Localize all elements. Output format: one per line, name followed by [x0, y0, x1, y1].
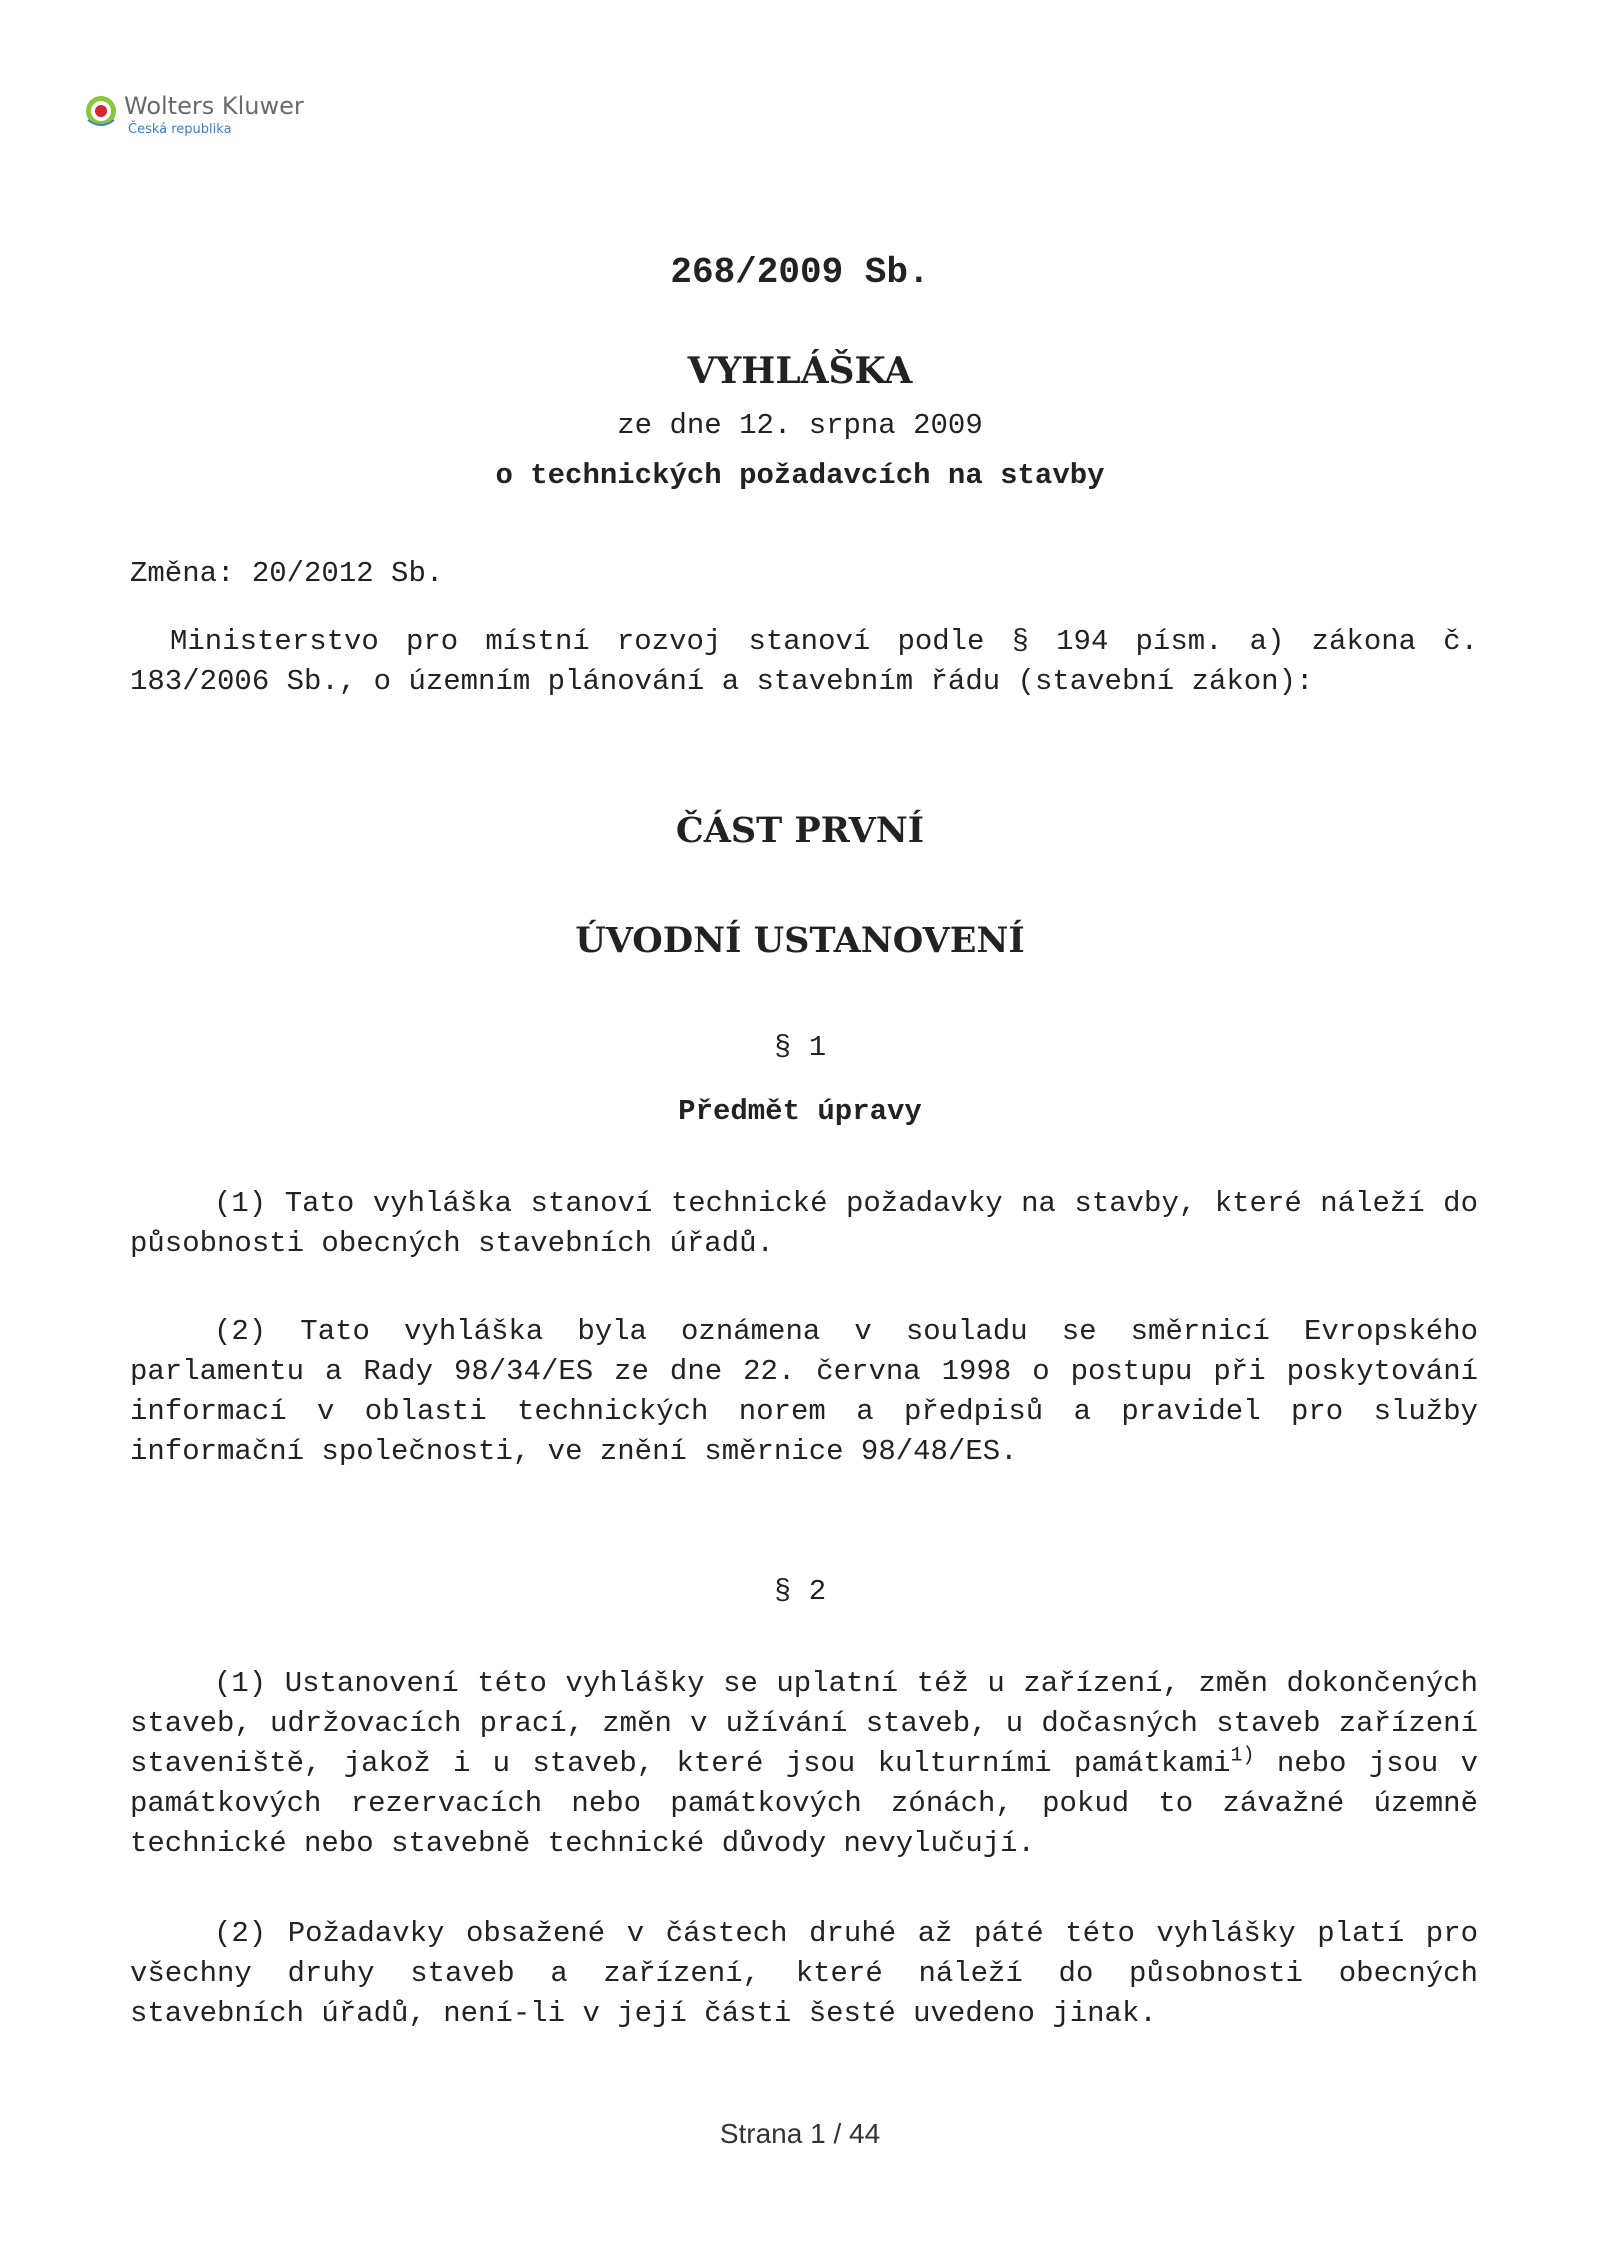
document-type: VYHLÁŠKA: [687, 350, 913, 392]
section-title-1: Předmět úpravy: [678, 1095, 922, 1128]
paragraph-2-1: [130, 1664, 1478, 1864]
logo-subtitle: Česká republika: [128, 122, 232, 137]
page-footer: Strana 1 / 44: [719, 2118, 881, 2149]
document-subject: o technických požadavcích na stavby: [495, 459, 1105, 492]
section-sign-1: § 1: [773, 1031, 827, 1064]
footnote-reference[interactable]: 1): [1230, 1744, 1255, 1768]
wolters-kluwer-logo-icon: [84, 94, 118, 128]
amendment-note: Změna: 20/2012 Sb.: [130, 557, 444, 590]
logo-brand: Wolters Kluwer: [124, 92, 304, 120]
document-number: 268/2009 Sb.: [670, 252, 930, 293]
document-date: ze dne 12. srpna 2009: [617, 409, 983, 442]
paragraph-1-1: (1) Tato vyhláška stanoví technické požadavky na stavby, které náleží do působnosti obecných stavebních úřadů.: [130, 1187, 1478, 1260]
logo: [84, 92, 344, 140]
paragraph-1-2: (2) Tato vyhláška byla oznámena v souladu se směrnicí Evropského parlamentu a Rady 98/34/ES ze dne 22. června 1998 o postupu při poskytování informací v oblasti technických norem a předpisů a pravidel pro služby informační společnosti, ve znění směrnice 98/48/ES.: [130, 1315, 1478, 1468]
part-heading: ÚVODNÍ USTANOVENÍ: [575, 920, 1025, 961]
section-sign-2: § 2: [773, 1575, 827, 1608]
paragraph-2-1-text: (1) Ustanovení této vyhlášky se uplatní též u zařízení, změn dokončených staveb, udržovacích prací, změn v užívání staveb, u dočasných staveb zařízení staveniště, jakož i u staveb, které jsou kulturními památkami: [130, 1667, 1478, 1780]
part-title: ČÁST PRVNÍ: [675, 810, 925, 851]
preamble: Ministerstvo pro místní rozvoj stanoví podle § 194 písm. a) zákona č. 183/2006 Sb., o územním plánování a stavebním řádu (stavební zákon):: [130, 625, 1478, 698]
paragraph-2-1-text-cont: nebo jsou v památkových rezervacích nebo památkových zónách, pokud to závažné územně technické nebo stavebně technické důvody nevylučují.: [130, 1747, 1478, 1860]
paragraph-2-2: (2) Požadavky obsažené v částech druhé až páté této vyhlášky platí pro všechny druhy staveb a zařízení, které náleží do působnosti obecných stavebních úřadů, není-li v její části šesté uvedeno jinak.: [130, 1917, 1478, 2030]
